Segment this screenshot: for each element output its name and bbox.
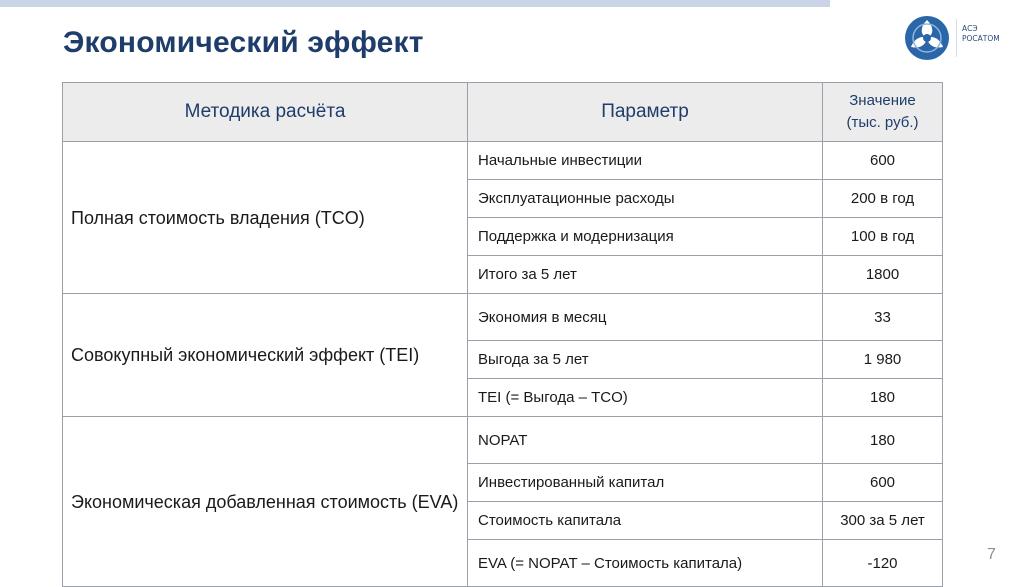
value-cell: 180 [823, 379, 943, 417]
rosatom-logo [904, 15, 1014, 60]
parameter-cell: Эксплуатационные расходы [468, 180, 823, 218]
value-cell: 300 за 5 лет [823, 502, 943, 540]
parameter-cell: Экономия в месяц [468, 294, 823, 341]
value-cell: -120 [823, 540, 943, 587]
method-cell-tei: Совокупный экономический эффект (TEI) [63, 294, 468, 417]
rosatom-logo-icon [904, 15, 950, 61]
parameter-cell: Начальные инвестиции [468, 142, 823, 180]
parameter-cell: TEI (= Выгода – TCO) [468, 379, 823, 417]
header-parameter: Параметр [468, 83, 823, 142]
method-cell-eva: Экономическая добавленная стоимость (EVA) [63, 417, 468, 587]
value-cell: 200 в год [823, 180, 943, 218]
header-value-line-2: (тыс. руб.) [846, 114, 919, 131]
header-method: Методика расчёта [63, 83, 468, 142]
parameter-cell: EVA (= NOPAT – Стоимость капитала) [468, 540, 823, 587]
page-number: 7 [987, 546, 996, 563]
parameter-cell: Инвестированный капитал [468, 464, 823, 502]
value-cell: 1 980 [823, 341, 943, 379]
table-row [63, 294, 943, 341]
method-cell-tco: Полная стоимость владения (TCO) [63, 142, 468, 294]
parameter-cell: Выгода за 5 лет [468, 341, 823, 379]
header-value-line-1: Значение [849, 92, 916, 109]
logo-text [962, 24, 1000, 44]
header-value [823, 83, 943, 142]
value-cell: 100 в год [823, 218, 943, 256]
logo-line-1: АСЭ [962, 24, 978, 33]
value-cell: 180 [823, 417, 943, 464]
top-accent-bar [0, 0, 830, 7]
table-row [63, 417, 943, 464]
value-cell: 600 [823, 464, 943, 502]
parameter-cell: Поддержка и модернизация [468, 218, 823, 256]
economic-effect-table [62, 82, 943, 587]
value-cell: 1800 [823, 256, 943, 294]
value-cell: 600 [823, 142, 943, 180]
parameter-cell: Итого за 5 лет [468, 256, 823, 294]
logo-separator [956, 19, 957, 57]
table-row [63, 142, 943, 180]
parameter-cell: Стоимость капитала [468, 502, 823, 540]
table-header-row [63, 83, 943, 142]
logo-line-2: РОСАТОМ [962, 34, 1000, 43]
value-cell: 33 [823, 294, 943, 341]
parameter-cell: NOPAT [468, 417, 823, 464]
page-title: Экономический эффект [63, 26, 424, 59]
